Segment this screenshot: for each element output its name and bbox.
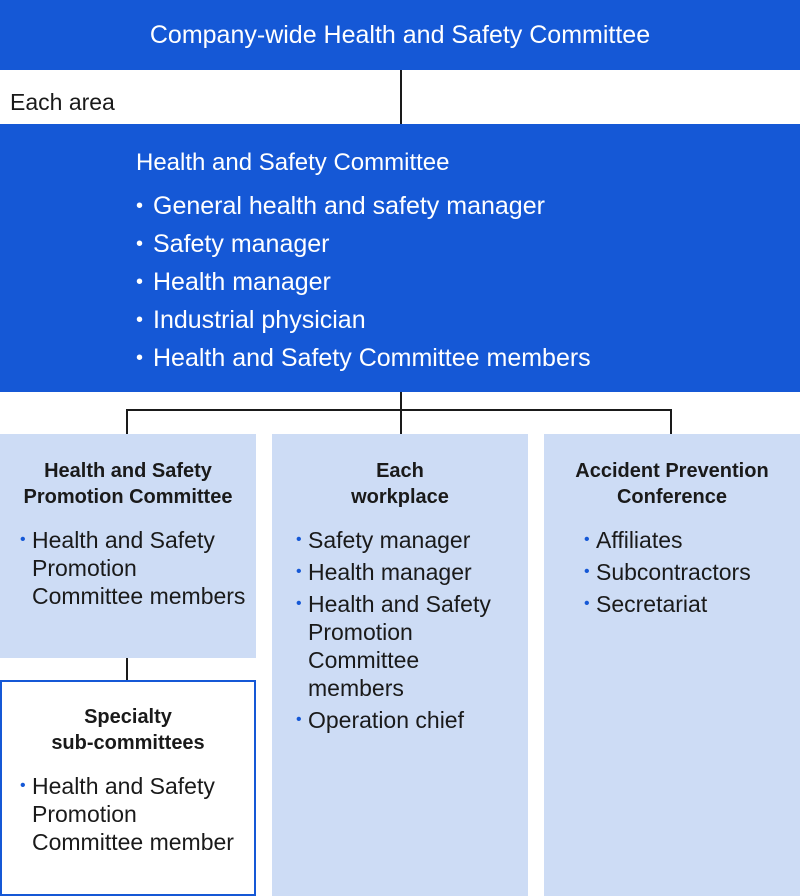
specialty-subcommittees-title: Specialty sub-committees <box>51 706 205 754</box>
list-item: • Health and Safety Promotion Committee members <box>296 591 491 701</box>
bullet-icon: • <box>20 531 26 548</box>
accident-prevention-title: Accident Prevention Conference <box>575 460 769 508</box>
bullet-icon: • <box>136 347 144 369</box>
area-committee-title: Health and Safety Committee <box>136 149 450 176</box>
list-item: • Health and Safety Promotion Committee members <box>20 527 246 609</box>
connector-specialty <box>126 658 128 681</box>
promotion-committee-card <box>0 434 256 658</box>
connector-trunk <box>400 392 402 409</box>
accident-prevention-card <box>544 434 800 896</box>
list-item: • Affiliates <box>584 527 683 553</box>
connector-top <box>400 70 402 124</box>
bullet-icon: • <box>584 531 590 548</box>
company-wide-committee-title: Company-wide Health and Safety Committee <box>149 20 651 49</box>
bullet-icon: • <box>136 233 144 255</box>
list-item: • Secretariat <box>584 591 708 617</box>
connector-left <box>126 409 128 434</box>
bullet-icon: • <box>296 563 302 580</box>
connector-center <box>400 409 402 434</box>
list-item: • Operation chief <box>296 707 464 733</box>
company-wide-committee-box <box>0 0 800 70</box>
bullet-icon: • <box>584 595 590 612</box>
workplace-title: Each workplace <box>351 460 449 508</box>
list-item: • Safety manager <box>136 229 800 267</box>
bullet-icon: • <box>136 271 144 293</box>
list-item: • Health and Safety Promotion Committee member <box>20 773 234 855</box>
bullet-icon: • <box>296 531 302 548</box>
connector-right <box>670 409 672 434</box>
promotion-committee-title: Health and Safety Promotion Committee <box>23 460 233 508</box>
list-item: • Health manager <box>136 267 800 305</box>
list-item: • Safety manager <box>296 527 471 553</box>
area-committee-box <box>0 124 800 392</box>
specialty-subcommittees-list <box>2 772 252 856</box>
workplace-card <box>272 434 528 896</box>
workplace-list <box>272 526 518 734</box>
list-item: • Industrial physician <box>136 305 800 343</box>
connector-branch <box>126 409 672 411</box>
promotion-committee-list <box>0 526 252 610</box>
bullet-icon: • <box>136 195 144 217</box>
bullet-icon: • <box>296 711 302 728</box>
bullet-icon: • <box>136 309 144 331</box>
bullet-icon: • <box>296 595 302 612</box>
list-item: • Subcontractors <box>584 559 751 585</box>
area-committee-list <box>136 191 800 381</box>
list-item: • Health manager <box>296 559 472 585</box>
list-item: • Health and Safety Committee members <box>136 343 800 381</box>
accident-prevention-list <box>544 526 794 618</box>
area-label: Each area <box>10 89 115 115</box>
specialty-subcommittees-card <box>0 680 256 896</box>
bullet-icon: • <box>20 777 26 794</box>
bullet-icon: • <box>584 563 590 580</box>
list-item: • General health and safety manager <box>136 191 800 229</box>
